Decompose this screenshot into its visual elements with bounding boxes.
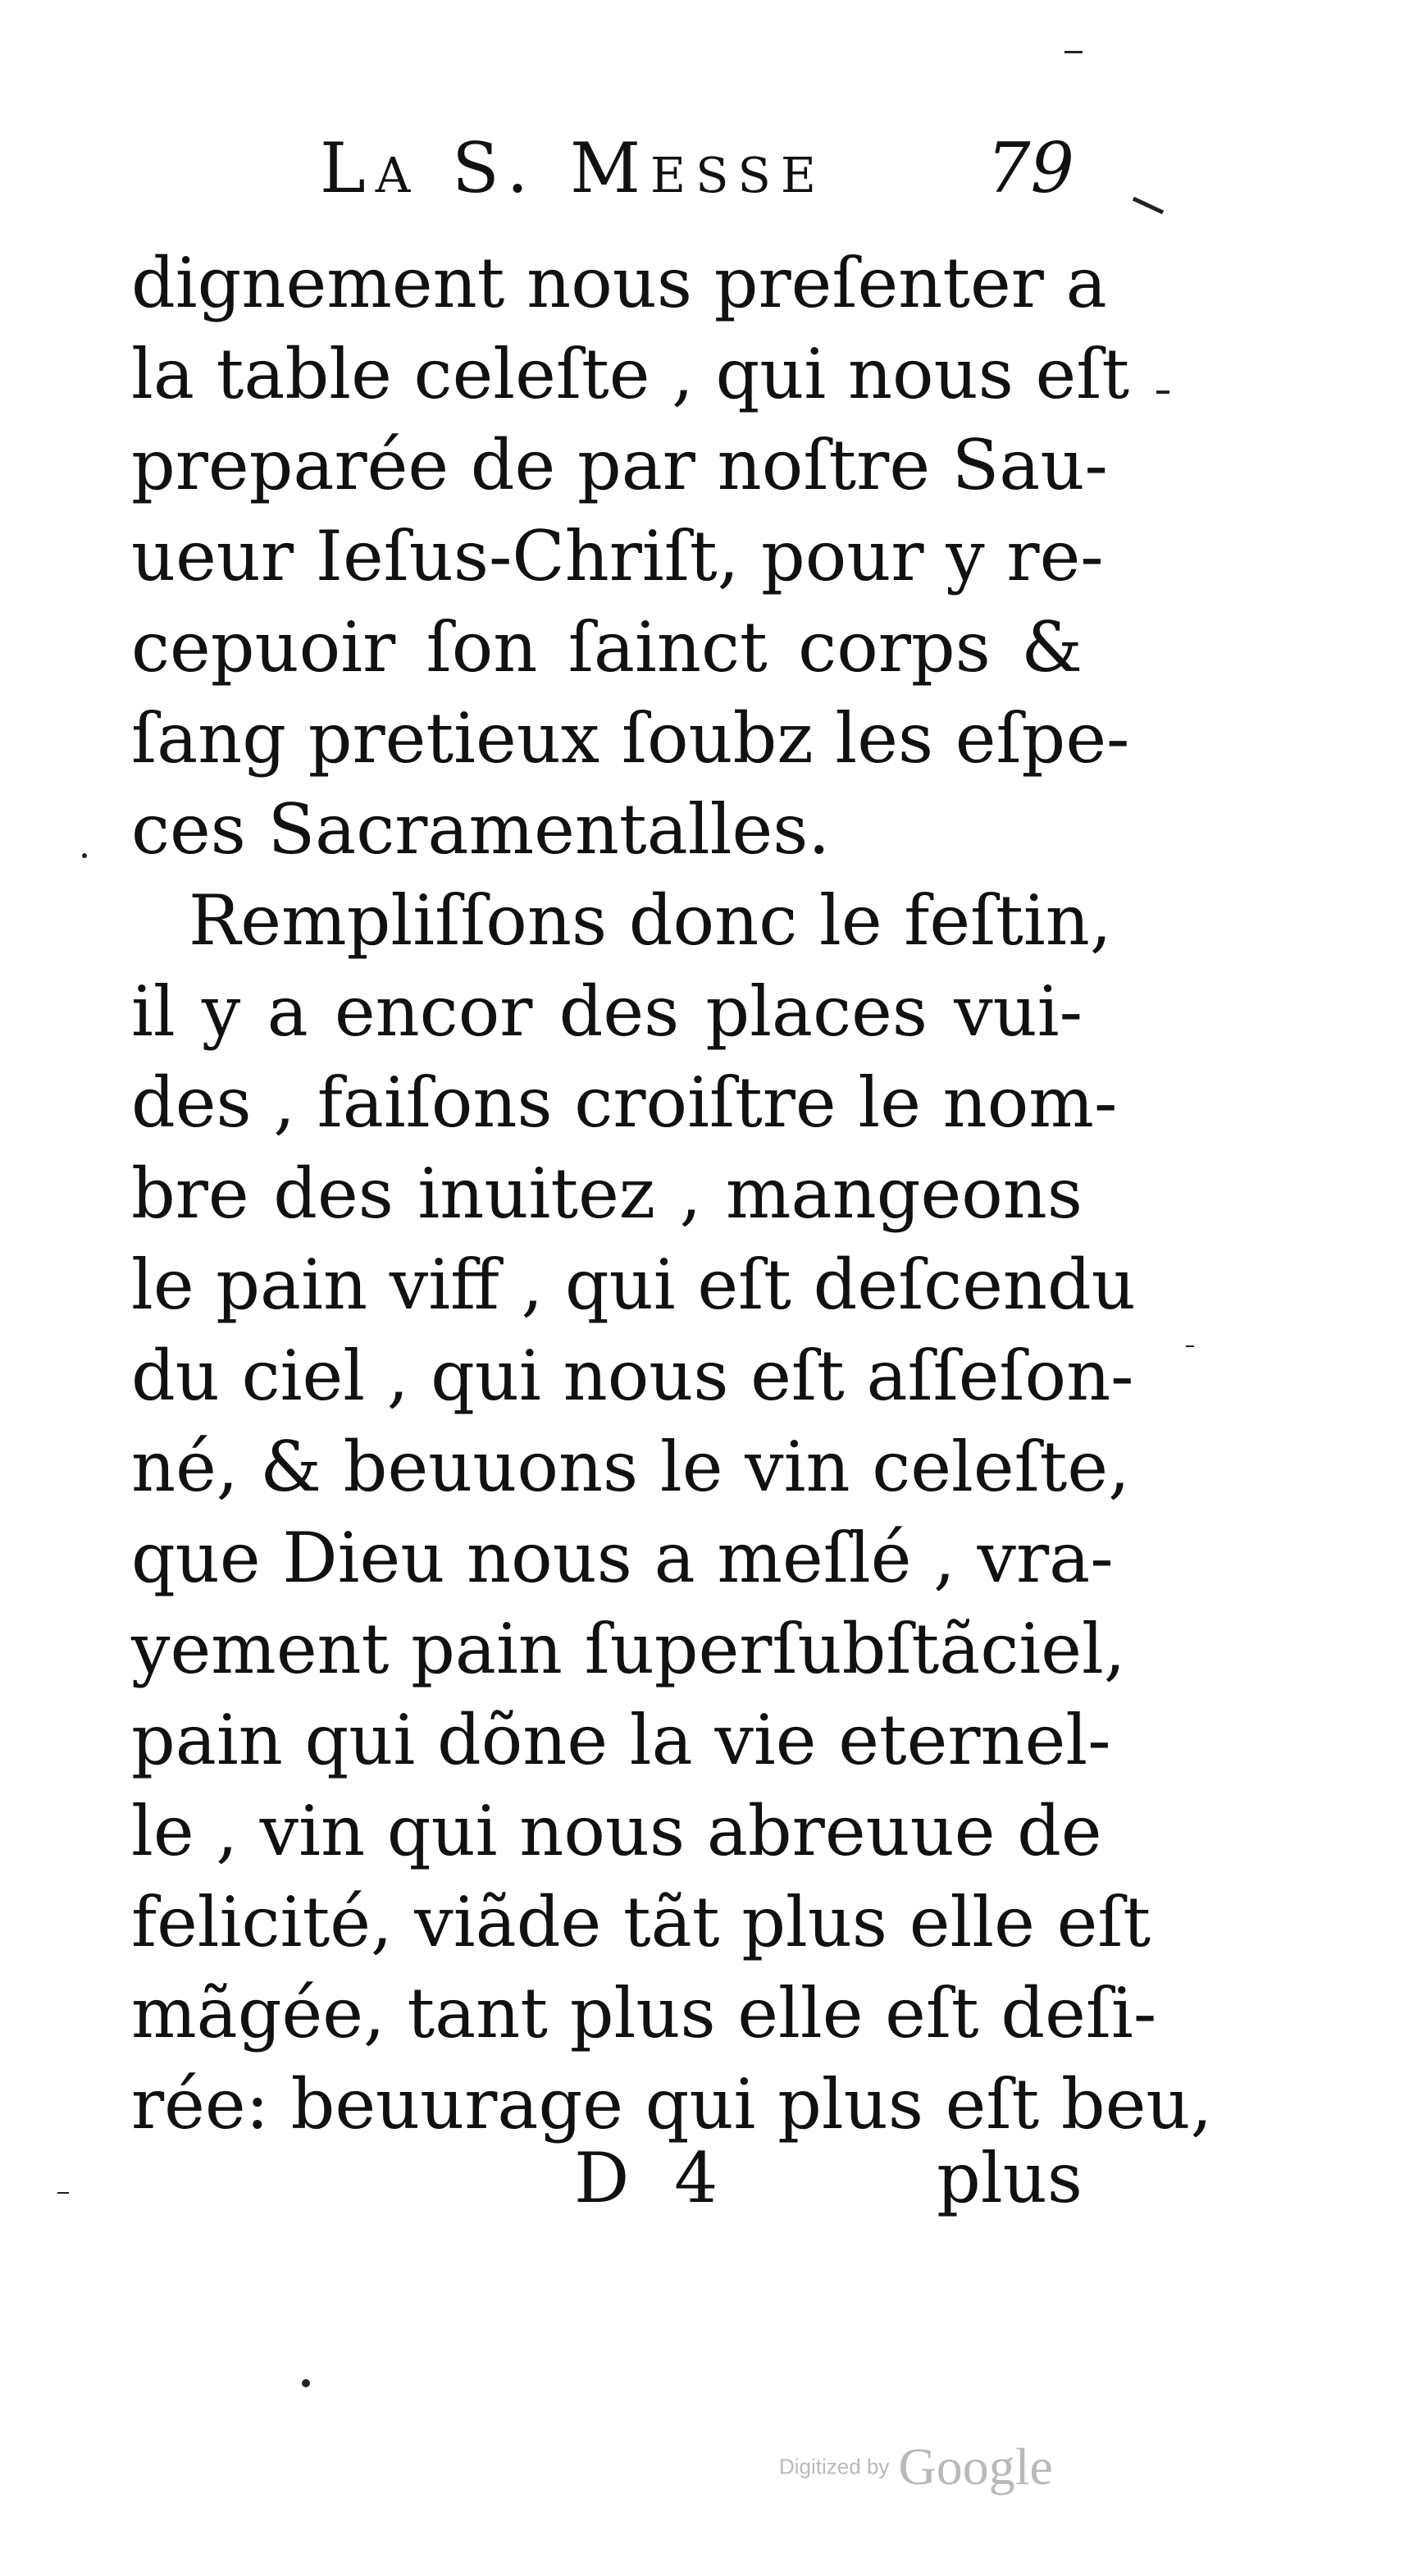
scan-speck [1156, 391, 1169, 394]
signature-mark: D 4 [574, 2138, 730, 2218]
scan-speck [1064, 51, 1083, 53]
running-head [320, 123, 1074, 213]
text-line: dignement nous preſenter a [131, 243, 1107, 323]
text-line: mãgée, tant plus elle eſt deſi- [131, 1973, 1157, 2053]
text-line: le pain viff , qui eſt deſcendu [131, 1245, 1136, 1325]
digitization-watermark [779, 2437, 1053, 2502]
text-line: cepuoir ſon ſainct corps & [131, 607, 1083, 687]
text-line: ſang pretieux ſoubz les eſpe- [131, 698, 1130, 779]
watermark-brand: Google [898, 2437, 1053, 2496]
text-line: bre des inuitez , mangeons [131, 1153, 1083, 1234]
text-line: la table celeſte , qui nous eſt [131, 334, 1130, 414]
scan-speck [302, 2379, 310, 2387]
text-line: felicité, viãde tãt plus elle eſt [131, 1882, 1151, 1962]
text-line: né, & beuuons le vin celeſte, [131, 1427, 1130, 1507]
text-line: preparée de par noſtre Sau- [131, 425, 1108, 505]
text-line: yement pain ſuperſubſtãciel, [131, 1609, 1126, 1689]
page-footer [574, 2133, 1083, 2224]
text-line: rée: beuurage qui plus eſt beu, [131, 2064, 1213, 2144]
text-line: des , faiſons croiſtre le nom- [131, 1062, 1118, 1143]
scan-speck [82, 853, 87, 858]
text-line: Rempliſſons donc le feſtin, [189, 880, 1112, 961]
catchword: plus [937, 2138, 1083, 2218]
text-line: ces Sacramentalles. [131, 789, 831, 870]
text-line: que Dieu nous a meſlé , vra- [131, 1518, 1114, 1598]
text-line: ueur Ieſus-Chriſt, pour y re- [131, 516, 1104, 596]
page-number: 79 [987, 128, 1074, 208]
scan-speck [1186, 1345, 1194, 1347]
running-title: La S. Messe [320, 128, 826, 208]
text-line: du ciel , qui nous eſt aſſeſon- [131, 1336, 1134, 1416]
body-text [131, 238, 1213, 2150]
watermark-prefix: Digitized by [779, 2454, 890, 2479]
text-line: le , vin qui nous abreuue de [131, 1791, 1102, 1871]
scan-speck [57, 2192, 69, 2194]
text-line: il y a encor des places vui- [131, 971, 1083, 1052]
text-line: pain qui dõne la vie eternel- [131, 1700, 1111, 1780]
scan-speck [1133, 197, 1164, 214]
